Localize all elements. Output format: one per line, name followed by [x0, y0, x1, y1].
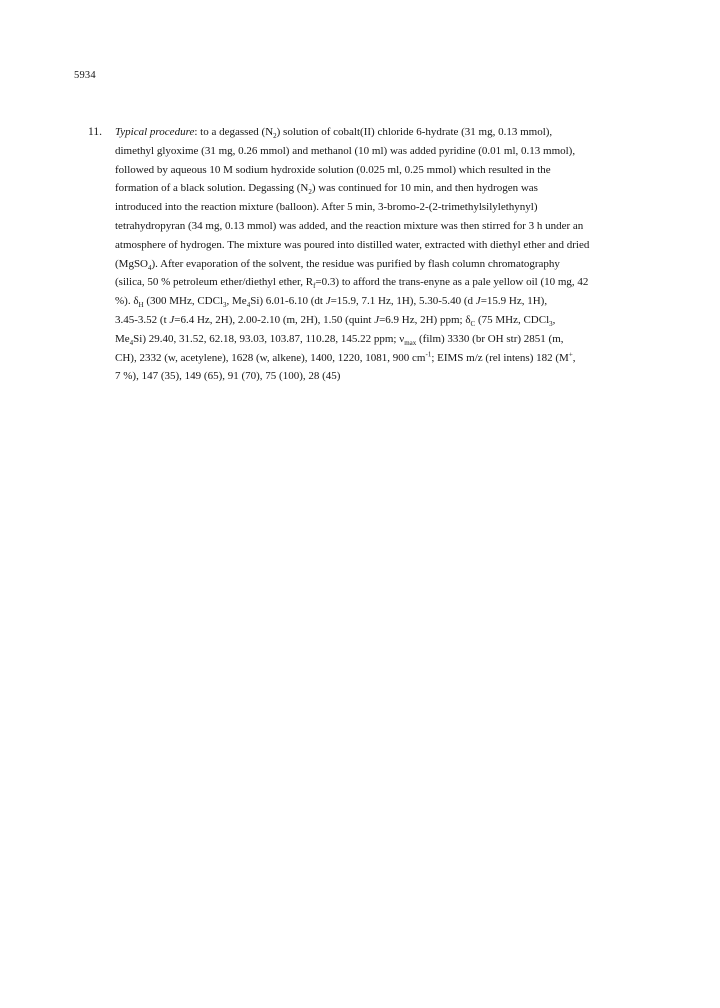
text-line-2: dimethyl glyoxime (31 mg, 0.26 mmol) and methanol (10 ml) was added pyridine (0.01 ml, 0.13 mmol), — [115, 144, 576, 157]
footnote-number: 11. — [88, 126, 102, 138]
text-line-5: introduced into the reaction mixture (balloon). After 5 min, 3-bromo-2-(2-trimethylsilylethynyl) — [115, 201, 538, 214]
typical-procedure-label: Typical procedure — [115, 126, 195, 138]
text-line-8: (MgSO$_4$). After evaporation of the solvent, the residue was purified by flash column chromatography — [115, 257, 560, 272]
text-line-11: 3.45-3.52 (t J=6.4 Hz, 2H), 2.00-2.10 (m, 2H), 1.50 (quint J=6.9 Hz, 2H) ppm; $\delta_C$ (75 MHz, CDCl$_3$, — [115, 313, 556, 329]
text-line-6: tetrahydropyran (34 mg, 0.13 mmol) was added, and the reaction mixture was then stirred for 3 h under an — [115, 219, 584, 232]
page-number: 5934 — [74, 70, 96, 81]
text-line-14: 7 %), 147 (35), 149 (65), 91 (70), 75 (100), 28 (45) — [115, 370, 341, 383]
text-line-10: %). $\delta_H$ (300 MHz, CDCl$_3$, $Me_4Si$) 6.01-6.10 (dt J=15.9, 7.1 Hz, 1H), 5.30-5.40 (d J=15.9 Hz, 1H), — [115, 295, 548, 310]
footnote-body — [115, 123, 648, 386]
text-line-9: (silica, 50 % petroleum ether/diethyl ether, $R_f=0.3$) to afford the trans-enyne as a pale yellow oil (10 mg, 42 — [115, 276, 589, 291]
text-line-13: CH), 2332 (w, acetylene), 1628 (w, alkene), 1400, 1220, 1081, 900 $cm^{-1}$; EIMS m/z (rel intens) 182 (M+, — [115, 349, 576, 364]
text-line-3: followed by aqueous 10 M sodium hydroxide solution (0.025 ml, 0.25 mmol) which resulted in the — [115, 163, 551, 176]
footnote-11 — [88, 123, 648, 386]
text-line-1: Typical procedure: to a degassed $(N_2)$ solution of cobalt(II) chloride 6-hydrate (31 mg, 0.13 mmol), — [115, 126, 553, 141]
text-line-4: formation of a black solution. Degassing $(N_2)$ was continued for 10 min, and then hydrogen was — [115, 182, 538, 197]
text-line-7: atmosphere of hydrogen. The mixture was poured into distilled water, extracted with diethyl ether and dried — [115, 238, 590, 251]
text-line-12: $Me_4Si$) 29.40, 31.52, 62.18, 93.03, 103.87, 110.28, 145.22 ppm; $\nu_{max}$ (film) 3330 (br OH str) 2851 (m, — [115, 332, 564, 347]
